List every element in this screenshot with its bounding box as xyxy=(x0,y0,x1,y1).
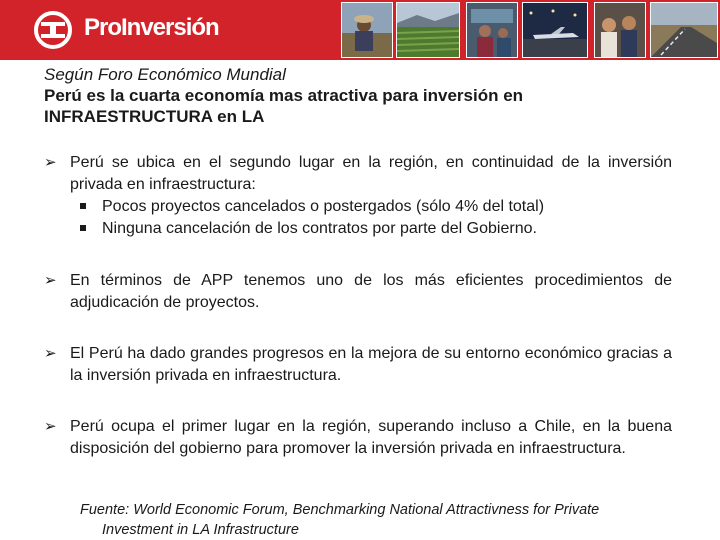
source-line-cont: Investment in LA Infrastructure xyxy=(102,522,299,538)
slide-title xyxy=(44,64,684,127)
sub-bullet-item xyxy=(44,196,672,218)
bullet-item xyxy=(44,270,672,314)
students-photo-icon xyxy=(594,2,646,58)
square-bullet-icon xyxy=(80,203,86,209)
title-headline: Perú es la cuarta economía mas atractiva para inversión en xyxy=(44,86,524,105)
market-photo-icon xyxy=(466,2,518,58)
source-note xyxy=(80,500,672,540)
airport-photo-icon xyxy=(522,2,588,58)
bullet-item xyxy=(44,343,672,387)
title-headline-cont: INFRAESTRUCTURA en LA xyxy=(44,107,265,126)
sub-bullet-item xyxy=(44,218,672,240)
crop-field-photo-icon xyxy=(396,2,460,58)
title-source-line: Según Foro Económico Mundial xyxy=(44,65,286,84)
bullet-text: Perú ocupa el primer lugar en la región, superando incluso a Chile, en la buena disposición del gobierno para promover la inversión privada en infraestructura. xyxy=(70,418,672,457)
sub-bullet-text: Pocos proyectos cancelados o postergados (sólo 4% del total) xyxy=(102,198,545,215)
bullet-text: En términos de APP tenemos uno de los más eficientes procedimientos de adjudicación de proyectos. xyxy=(70,272,672,311)
arrow-bullet-icon: ➢ xyxy=(44,418,57,435)
proinversion-logo-icon xyxy=(33,10,73,50)
bullet-text: Perú se ubica en el segundo lugar en la región, en continuidad de la inversión privada en infraestructura: xyxy=(70,154,672,193)
bullet-item xyxy=(44,416,672,460)
brand-name: ProInversión xyxy=(84,14,219,41)
farmer-photo-icon xyxy=(341,2,393,58)
bullet-item xyxy=(44,152,672,196)
sub-bullet-text: Ninguna cancelación de los contratos por parte del Gobierno. xyxy=(102,220,537,237)
bullet-text: El Perú ha dado grandes progresos en la mejora de su entorno económico gracias a la inversión privada en infraestructura. xyxy=(70,345,672,384)
bullet-list xyxy=(44,152,672,460)
header-bar xyxy=(0,0,720,60)
source-line: Fuente: World Economic Forum, Benchmarking National Attractivness for Private xyxy=(80,502,600,518)
arrow-bullet-icon: ➢ xyxy=(44,154,57,171)
arrow-bullet-icon: ➢ xyxy=(44,272,57,289)
arrow-bullet-icon: ➢ xyxy=(44,345,57,362)
square-bullet-icon xyxy=(80,225,86,231)
highway-photo-icon xyxy=(650,2,718,58)
